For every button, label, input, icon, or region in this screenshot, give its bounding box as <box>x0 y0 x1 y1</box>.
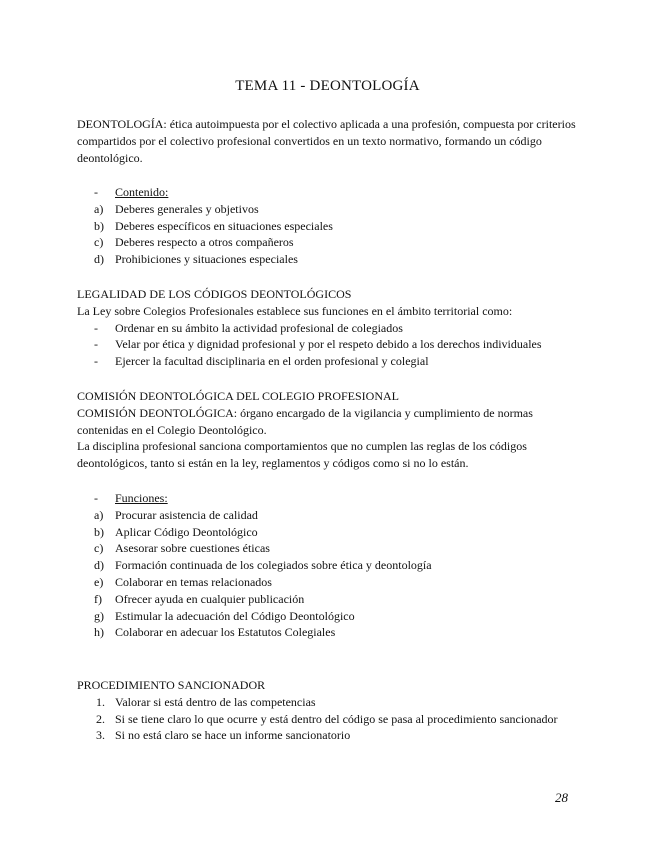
list-marker: 2. <box>96 711 105 726</box>
comision-discipline: La disciplina profesional sanciona comportamientos que no cumplen las reglas de los códigos deontológicos, tanto si están en la ley, reglamentos y códigos como si no lo están. <box>77 439 527 471</box>
list-item <box>77 727 577 744</box>
list-marker: d) <box>94 558 104 573</box>
list-marker: h) <box>94 625 104 640</box>
list-item <box>77 608 577 625</box>
page-number: 28 <box>555 790 568 805</box>
list-marker: 1. <box>96 694 105 709</box>
list-item-text: Asesorar sobre cuestiones éticas <box>115 541 270 556</box>
list-marker: d) <box>94 252 104 267</box>
list-item <box>77 320 577 337</box>
list-marker: - <box>94 337 98 352</box>
list-item <box>77 251 577 268</box>
list-item-text: Procurar asistencia de calidad <box>115 507 258 522</box>
list-item-text: Ofrecer ayuda en cualquier publicación <box>115 591 305 606</box>
list-item <box>77 591 577 608</box>
list-item <box>77 711 577 728</box>
list-marker: c) <box>94 541 104 556</box>
list-item-text: Estimular la adecuación del Código Deontológico <box>115 608 355 623</box>
list-item <box>77 624 577 641</box>
list-marker: - <box>94 185 98 199</box>
list-marker: e) <box>94 574 104 589</box>
list-item-text: Valorar si está dentro de las competencias <box>115 694 316 709</box>
contenido-section <box>77 184 577 268</box>
intro-paragraph: DEONTOLOGÍA: ética autoimpuesta por el colectivo aplicada a una profesión, compuesta por criterios compartidos por el colectivo profesional convertidos en un texto normativo, formando un código deontológico. <box>77 117 576 165</box>
list-item-text: Si no está claro se hace un informe sancionatorio <box>115 728 351 743</box>
list-item <box>77 201 577 218</box>
contenido-label-item <box>77 184 577 201</box>
list-marker: - <box>94 491 98 505</box>
intro-paragraph-block <box>77 116 577 166</box>
comision-section <box>77 388 577 472</box>
procedimiento-section <box>77 677 577 744</box>
list-item <box>77 218 577 235</box>
list-marker: - <box>94 354 98 369</box>
list-item-text: Deberes respecto a otros compañeros <box>115 235 294 250</box>
comision-definition: COMISIÓN DEONTOLÓGICA: órgano encargado de la vigilancia y cumplimiento de normas contenidas en el Colegio Deontológico. <box>77 405 533 437</box>
funciones-list <box>77 490 577 641</box>
funciones-label: Funciones: <box>115 491 168 505</box>
list-item-text: Colaborar en adecuar los Estatutos Colegiales <box>115 625 336 640</box>
contenido-label: Contenido: <box>115 185 169 199</box>
list-item-text: Formación continuada de los colegiados sobre ética y deontología <box>115 558 432 573</box>
list-item <box>77 694 577 711</box>
list-item <box>77 524 577 541</box>
list-marker: a) <box>94 507 104 522</box>
legalidad-list <box>77 320 577 370</box>
list-marker: 3. <box>96 728 105 743</box>
list-marker: a) <box>94 201 104 216</box>
legalidad-section <box>77 286 577 370</box>
list-item-text: Ordenar en su ámbito la actividad profesional de colegiados <box>115 320 403 335</box>
legalidad-text: La Ley sobre Colegios Profesionales establece sus funciones en el ámbito territorial como: <box>77 303 513 318</box>
funciones-label-item <box>77 490 577 507</box>
list-item <box>77 557 577 574</box>
list-item <box>77 507 577 524</box>
list-marker: f) <box>94 591 102 606</box>
list-marker: - <box>94 320 98 335</box>
list-item-text: Colaborar en temas relacionados <box>115 574 272 589</box>
contenido-list <box>77 184 577 268</box>
funciones-section <box>77 490 577 641</box>
procedimiento-heading: PROCEDIMIENTO SANCIONADOR <box>77 678 266 692</box>
list-item-text: Aplicar Código Deontológico <box>115 524 258 539</box>
list-item <box>77 353 577 370</box>
list-marker: b) <box>94 218 104 233</box>
list-item <box>77 336 577 353</box>
list-item <box>77 574 577 591</box>
page-title: TEMA 11 - DEONTOLOGÍA <box>235 78 420 94</box>
list-marker: c) <box>94 235 104 250</box>
list-marker: b) <box>94 524 104 539</box>
list-item <box>77 234 577 251</box>
list-item-text: Si se tiene claro lo que ocurre y está dentro del código se pasa al procedimiento sancionador <box>115 711 558 726</box>
list-item-text: Ejercer la facultad disciplinaria en el orden profesional y colegial <box>115 354 429 369</box>
list-item-text: Deberes específicos en situaciones especiales <box>115 218 333 233</box>
legalidad-heading: LEGALIDAD DE LOS CÓDIGOS DEONTOLÓGICOS <box>77 287 352 301</box>
list-item-text: Prohibiciones y situaciones especiales <box>115 252 298 267</box>
list-item <box>77 540 577 557</box>
list-marker: g) <box>94 608 104 623</box>
comision-heading: COMISIÓN DEONTOLÓGICA DEL COLEGIO PROFESIONAL <box>77 389 399 403</box>
list-item-text: Velar por ética y dignidad profesional y por el respeto debido a los derechos individuales <box>115 337 542 352</box>
list-item-text: Deberes generales y objetivos <box>115 201 259 216</box>
procedimiento-list <box>77 694 577 744</box>
